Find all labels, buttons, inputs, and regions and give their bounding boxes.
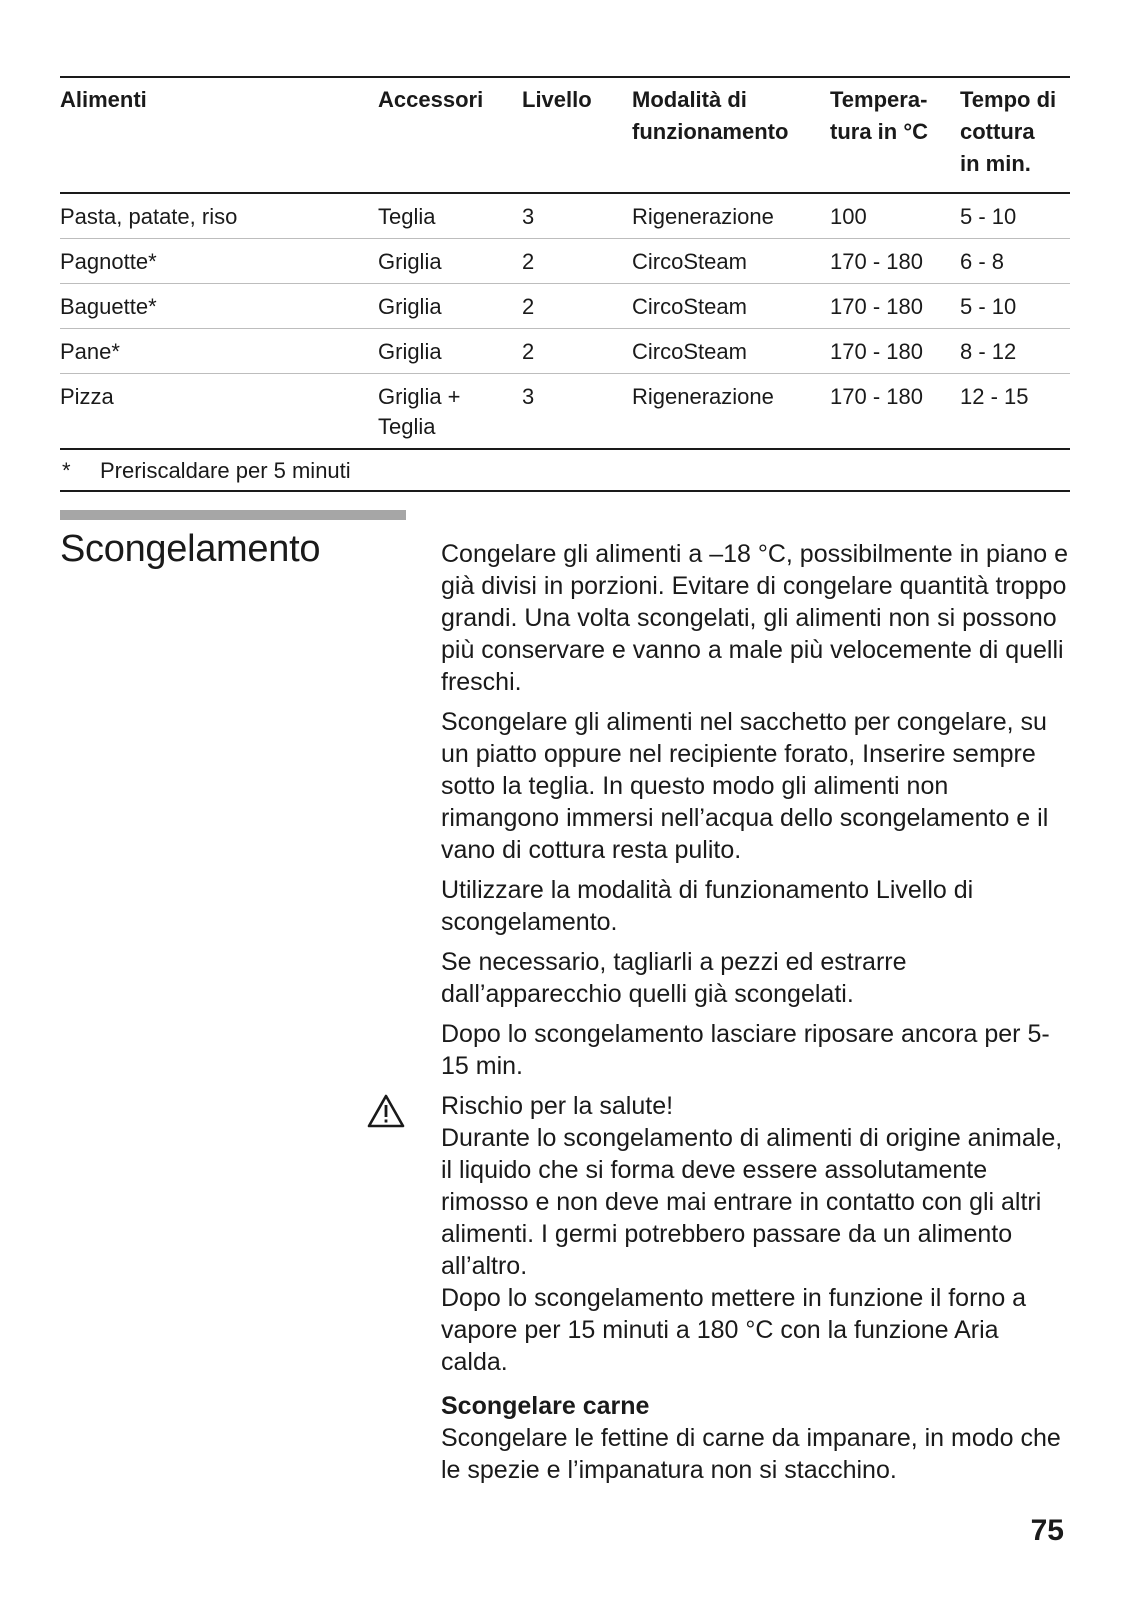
cell-temperatura: 170 - 180 <box>830 339 923 364</box>
cell-alimento: Baguette* <box>60 294 157 319</box>
cell-modalita: CircoSteam <box>632 249 747 274</box>
cell-tempo: 6 - 8 <box>960 249 1005 274</box>
footnote-marker: * <box>62 458 71 483</box>
cell-accessori: Griglia + Teglia <box>378 384 461 439</box>
subsection-title: Scongelare carne <box>441 1392 650 1420</box>
cell-alimento: Pane* <box>60 339 120 364</box>
cell-temperatura: 170 - 180 <box>830 249 923 274</box>
footnote-text: Preriscaldare per 5 minuti <box>100 458 351 483</box>
cell-livello: 2 <box>522 294 535 319</box>
paragraph: Dopo lo scongelamento lasciare riposare ancora per 5-15 min. <box>441 1020 1050 1080</box>
subsection-text: Scongelare le fettine di carne da impanare, in modo che le spezie e l’impanatura non si stacchino. <box>441 1424 1061 1484</box>
subsection <box>441 1390 1071 1486</box>
header-accessori: Accessori <box>378 87 484 112</box>
table-row <box>60 374 1070 450</box>
paragraph: Se necessario, tagliarli a pezzi ed estrarre dall’apparecchio quelli già scongelati. <box>441 948 907 1008</box>
cell-modalita: Rigenerazione <box>632 204 774 229</box>
cell-tempo: 5 - 10 <box>960 204 1017 229</box>
cell-modalita: CircoSteam <box>632 294 747 319</box>
paragraph: Utilizzare la modalità di funzionamento Livello di scongelamento. <box>441 876 974 936</box>
paragraph: Congelare gli alimenti a –18 °C, possibilmente in piano e già divisi in porzioni. Evitare di congelare quantità troppo grandi. Una volta scongelati, gli alimenti non si possono più conservare e vanno a male più velocemente di quelli freschi. <box>441 540 1069 696</box>
cooking-table <box>60 76 1070 492</box>
table-row <box>60 329 1070 374</box>
cell-livello: 2 <box>522 339 535 364</box>
table-row <box>60 194 1070 239</box>
cell-accessori: Teglia <box>378 204 436 229</box>
section-title: Scongelamento <box>60 528 321 570</box>
cell-modalita: Rigenerazione <box>632 384 774 409</box>
cell-temperatura: 100 <box>830 204 867 229</box>
header-tempo: Tempo di cottura in min. <box>960 87 1057 176</box>
cell-livello: 3 <box>522 384 535 409</box>
table-row <box>60 284 1070 329</box>
header-modalita: Modalità di funzionamento <box>632 87 789 144</box>
header-alimenti: Alimenti <box>60 87 147 112</box>
cell-tempo: 8 - 12 <box>960 339 1017 364</box>
cell-livello: 3 <box>522 204 535 229</box>
page-number: 75 <box>1030 1514 1064 1547</box>
cell-temperatura: 170 - 180 <box>830 294 923 319</box>
warning-text: Durante lo scongelamento di alimenti di origine animale, il liquido che si forma deve essere assolutamente rimosso e non deve mai entrare in contatto con gli altri alimenti. I germi potrebbero passare da un alimento all’altro. <box>441 1124 1063 1280</box>
table-row <box>60 239 1070 284</box>
warning-block <box>441 1090 1071 1378</box>
cell-accessori: Griglia <box>378 294 442 319</box>
section-divider-bar <box>60 510 406 520</box>
warning-triangle-icon <box>366 1093 406 1129</box>
header-livello: Livello <box>522 87 592 112</box>
section-body <box>441 538 1071 1486</box>
cell-alimento: Pizza <box>60 384 114 409</box>
cell-livello: 2 <box>522 249 535 274</box>
cell-accessori: Griglia <box>378 339 442 364</box>
cell-temperatura: 170 - 180 <box>830 384 923 409</box>
paragraph: Scongelare gli alimenti nel sacchetto per congelare, su un piatto oppure nel recipiente forato, Inserire sempre sotto la teglia. In questo modo gli alimenti non rimangono immersi nell’acqua dello scongelamento e il vano di cottura resta pulito. <box>441 708 1049 864</box>
cell-alimento: Pasta, patate, riso <box>60 204 238 229</box>
cell-tempo: 12 - 15 <box>960 384 1029 409</box>
cell-accessori: Griglia <box>378 249 442 274</box>
warning-text: Dopo lo scongelamento mettere in funzione il forno a vapore per 15 minuti a 180 °C con la funzione Aria calda. <box>441 1284 1027 1376</box>
table-footnote <box>60 450 1070 492</box>
warning-title: Rischio per la salute! <box>441 1092 674 1120</box>
cell-tempo: 5 - 10 <box>960 294 1017 319</box>
cell-modalita: CircoSteam <box>632 339 747 364</box>
cell-alimento: Pagnotte* <box>60 249 157 274</box>
header-temperatura: Tempera- tura in °C <box>830 87 929 144</box>
table-header-row <box>60 78 1070 194</box>
